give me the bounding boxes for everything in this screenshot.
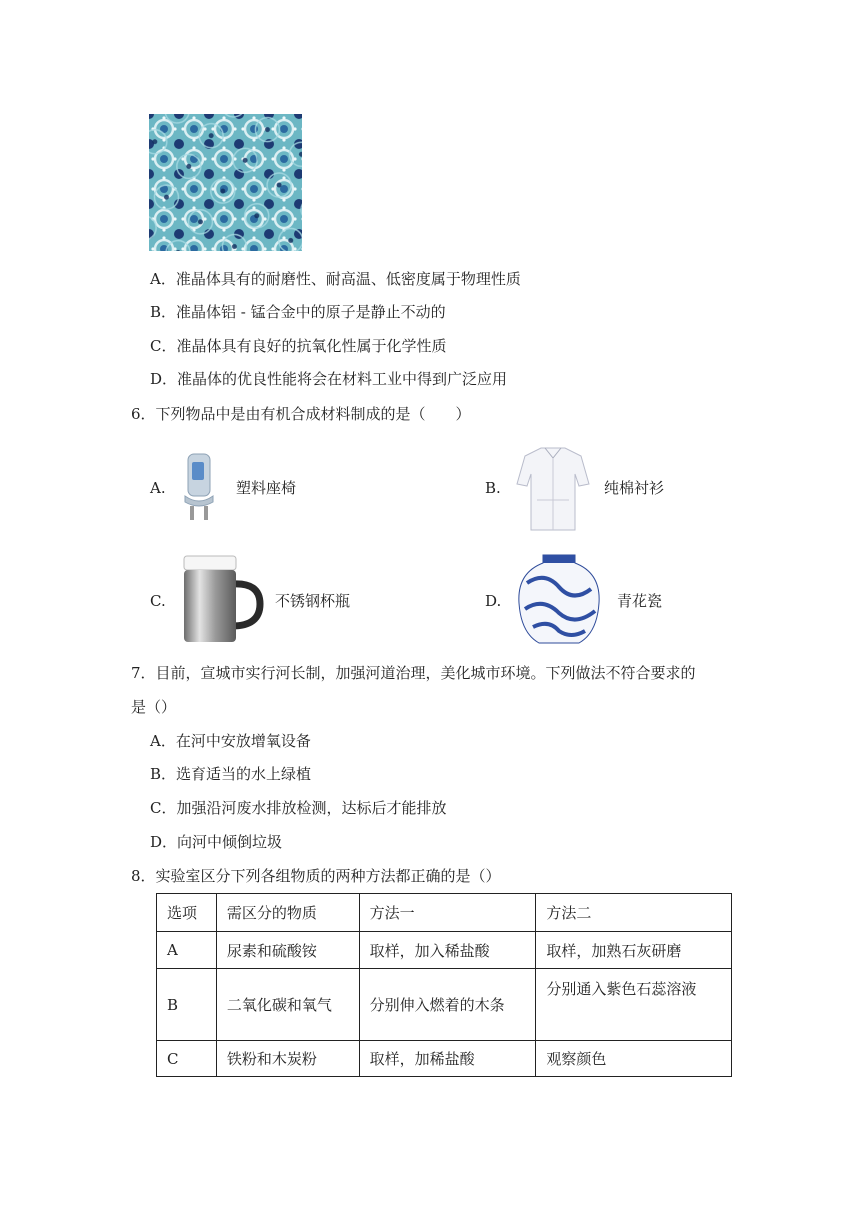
table-cell: 观察颜色 <box>536 1041 732 1077</box>
table-row <box>157 1041 732 1077</box>
table-header-cell: 选项 <box>157 894 217 932</box>
table-cell: 二氧化碳和氧气 <box>216 969 359 1041</box>
table-header-cell: 方法一 <box>359 894 536 932</box>
porcelain-vase-image <box>515 553 603 645</box>
q5-option-d: D．准晶体的优良性能将会在材料工业中得到广泛应用 <box>150 370 508 388</box>
quasicrystal-pattern-image <box>149 114 302 251</box>
plastic-seat-image <box>180 452 218 522</box>
table-row <box>157 932 732 969</box>
table-cell: 尿素和硫酸铵 <box>216 932 359 969</box>
q6-option-c-text: 不锈钢杯瓶 <box>275 592 351 610</box>
cotton-shirt-image <box>515 444 591 534</box>
q6-option-b-letter: B. <box>485 479 501 497</box>
q7-option-c: C．加强沿河废水排放检测，达标后才能排放 <box>150 799 447 817</box>
q8-table <box>156 893 732 1077</box>
q7-stem-line1: 7．目前，宣城市实行河长制，加强河道治理，美化城市环境。下列做法不符合要求的 <box>131 664 696 682</box>
table-header-row <box>157 894 732 932</box>
table-cell: 分别伸入燃着的木条 <box>359 969 536 1041</box>
q6-option-c-letter: C. <box>150 592 166 610</box>
q5-option-b: B．准晶体铝 - 锰合金中的原子是静止不动的 <box>150 303 446 321</box>
table-row <box>157 969 732 1041</box>
q6-option-d-text: 青花瓷 <box>617 592 663 610</box>
table-header-cell: 方法二 <box>536 894 732 932</box>
q6-option-b-text: 纯棉衬衫 <box>604 479 665 497</box>
q6-option-a-text: 塑料座椅 <box>236 479 297 497</box>
table-cell: 取样，加熟石灰研磨 <box>536 932 732 969</box>
q8-stem: 8．实验室区分下列各组物质的两种方法都正确的是（） <box>131 867 501 885</box>
q6-stem: 6．下列物品中是由有机合成材料制成的是（ ） <box>131 405 471 423</box>
q7-option-d: D．向河中倾倒垃圾 <box>150 833 283 851</box>
table-cell: B <box>157 969 217 1041</box>
q5-option-a: A．准晶体具有的耐磨性、耐高温、低密度属于物理性质 <box>150 270 521 288</box>
q7-option-a: A．在河中安放增氧设备 <box>150 732 311 750</box>
table-cell: 取样，加稀盐酸 <box>359 1041 536 1077</box>
q6-option-a-letter: A. <box>150 479 166 497</box>
table-cell: A <box>157 932 217 969</box>
table-header-cell: 需区分的物质 <box>216 894 359 932</box>
steel-cup-image <box>180 554 266 646</box>
q7-stem-line2: 是（） <box>131 698 177 716</box>
q7-option-b: B．选育适当的水上绿植 <box>150 765 312 783</box>
q5-option-c: C．准晶体具有良好的抗氧化性属于化学性质 <box>150 337 447 355</box>
table-cell: 取样，加入稀盐酸 <box>359 932 536 969</box>
table-cell: 铁粉和木炭粉 <box>216 1041 359 1077</box>
table-cell: C <box>157 1041 217 1077</box>
q6-option-d-letter: D. <box>485 592 502 610</box>
table-cell: 分别通入紫色石蕊溶液 <box>536 969 732 1041</box>
